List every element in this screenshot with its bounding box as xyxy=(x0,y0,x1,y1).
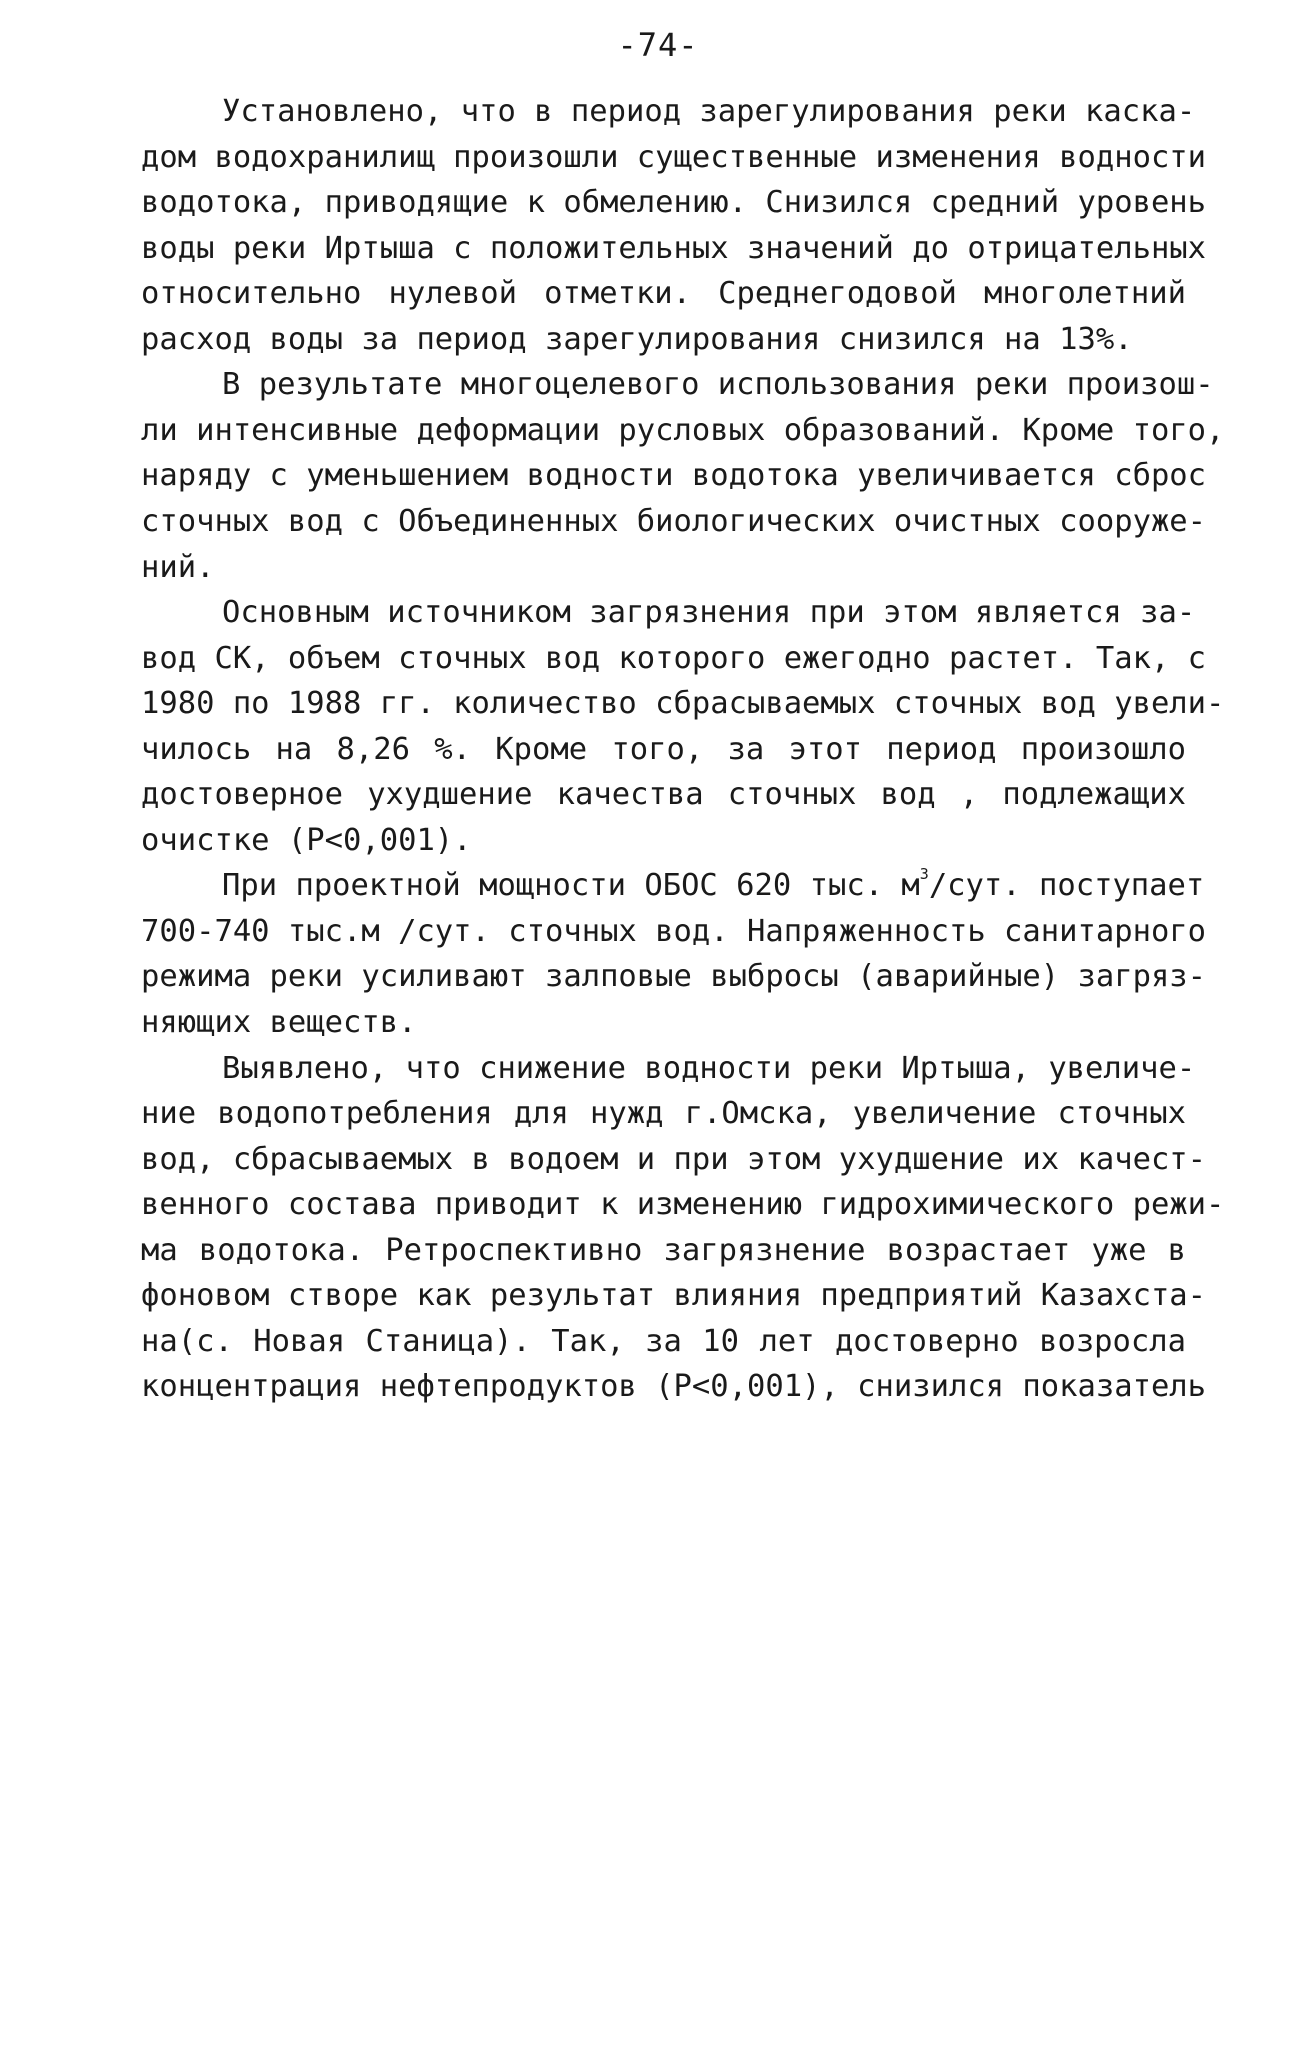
text-line-content: сточных вод с Объединенных биологических очистных сооруже- xyxy=(141,504,1207,539)
text-line xyxy=(222,864,1205,908)
text-line xyxy=(222,591,1196,635)
text-line-content: дом водохранилищ произошли существенные изменения водности xyxy=(141,139,1207,175)
text-line xyxy=(141,910,1207,954)
text-line-continuation: /сут. поступает xyxy=(928,868,1205,904)
text-line-content: 1980 по 1988 гг. количество сбрасываемых сточных вод увели- xyxy=(141,686,1225,722)
text-line-content: режима реки усиливают залповые выбросы (аварийные) загряз- xyxy=(141,959,1207,995)
text-line-content: чилось на 8,26 %. Кроме того, за этот период произошло xyxy=(141,731,1186,767)
text-line xyxy=(141,409,1225,453)
text-line-content: В результате многоцелевого использования реки произош- xyxy=(222,367,1214,403)
text-line-content: ма водотока. Ретроспективно загрязнение возрастает уже в xyxy=(141,1232,1186,1268)
text-line xyxy=(141,682,1225,726)
text-line xyxy=(141,272,1186,316)
text-line-content: ли интенсивные деформации русловых образований. Кроме того, xyxy=(141,412,1225,448)
text-line xyxy=(141,500,1207,544)
text-line-content: Основным источником загрязнения при этом является за- xyxy=(222,595,1196,631)
text-line xyxy=(141,1092,1186,1136)
text-line xyxy=(222,363,1214,407)
text-line-content: 700-740 тыс.м /сут. сточных вод. Напряженность санитарного xyxy=(141,913,1207,949)
text-line-content: вод СК, объем сточных вод которого ежегодно растет. Так, с xyxy=(141,640,1207,676)
text-line xyxy=(141,318,1186,362)
text-line-content: няющих веществ. xyxy=(141,1005,417,1040)
text-line-content: При проектной мощности ОБОС 620 тыс. м xyxy=(222,868,920,904)
text-line xyxy=(222,90,1196,134)
text-line xyxy=(141,773,1186,817)
text-line-content: Установлено, что в период зарегулирования реки каска- xyxy=(222,94,1196,129)
text-line-content: ние водопотребления для нужд г.Омска, увеличение сточных xyxy=(141,1096,1186,1132)
text-line-content: очистке (Р<0,001). xyxy=(141,822,472,858)
superscript: 3 xyxy=(919,865,929,884)
text-line xyxy=(141,1320,1186,1364)
text-line xyxy=(141,546,1186,590)
text-line xyxy=(141,1001,1186,1045)
text-line xyxy=(141,181,1207,225)
text-line-content: на(с. Новая Станица). Так, за 10 лет достоверно возросла xyxy=(141,1323,1186,1359)
text-line xyxy=(141,227,1207,271)
text-line-content: наряду с уменьшением водности водотока увеличивается сброс xyxy=(141,458,1207,494)
text-line xyxy=(141,819,1186,863)
text-line xyxy=(222,1047,1196,1091)
text-line-content: фоновом створе как результат влияния предприятий Казахста- xyxy=(141,1278,1207,1314)
text-line-content: венного состава приводит к изменению гидрохимического режи- xyxy=(141,1187,1225,1223)
text-line-content: водотока, приводящие к обмелению. Снизился средний уровень xyxy=(141,185,1207,221)
text-line-content: воды реки Иртыша с положительных значений до отрицательных xyxy=(141,230,1207,266)
text-line xyxy=(141,637,1207,681)
text-line-content: расход воды за период зарегулирования снизился на 13%. xyxy=(141,321,1133,357)
text-line xyxy=(141,955,1207,999)
text-line-content: концентрация нефтепродуктов (Р<0,001), снизился показатель xyxy=(141,1369,1207,1405)
text-line-content: относительно нулевой отметки. Среднегодовой многолетний xyxy=(141,276,1186,312)
text-line xyxy=(141,1183,1225,1227)
text-line xyxy=(141,454,1207,498)
text-line xyxy=(141,728,1186,772)
text-line-content: Выявлено, что снижение водности реки Иртыша, увеличе- xyxy=(222,1050,1196,1086)
text-line-content: достоверное ухудшение качества сточных вод , подлежащих xyxy=(141,777,1186,813)
text-line-content: ний. xyxy=(141,549,215,585)
text-line xyxy=(141,1229,1186,1273)
text-line xyxy=(141,136,1207,180)
page-number: -74- xyxy=(617,26,699,64)
text-line-content: вод, сбрасываемых в водоем и при этом ухудшение их качест- xyxy=(141,1141,1207,1177)
text-line xyxy=(141,1138,1207,1182)
text-line xyxy=(141,1365,1207,1409)
text-line xyxy=(141,1274,1207,1318)
